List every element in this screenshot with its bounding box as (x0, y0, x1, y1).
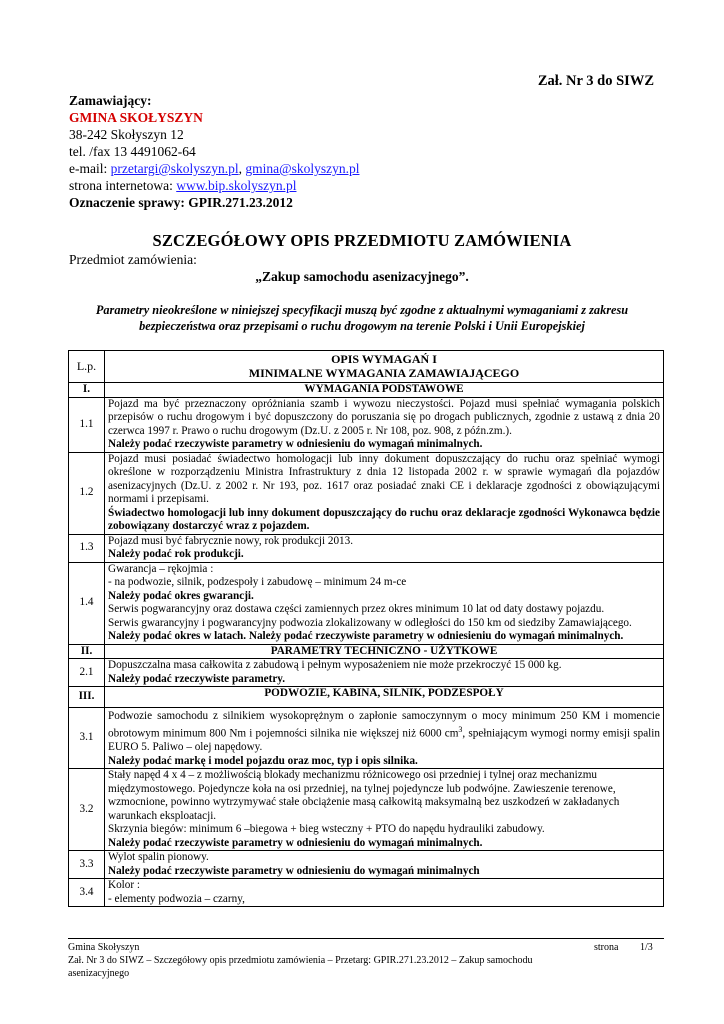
row-content (105, 879, 664, 907)
section-row-2 (69, 644, 664, 659)
section-title: PARAMETRY TECHNICZNO - UŻYTKOWE (105, 644, 664, 659)
row-text: Pojazd ma być przeznaczony opróżniania szamb i wywozu nieczystości. Pojazd musi spełniać wymagania polskich przepisów o ruchu drogowym i być dopuszczony do poruszania się po drogach publicznych, zgodnie z ustawą z dnia 20 czerwca 1997 r. Prawo o ruchu drogowym (Dz.U. z 2005 r. Nr 108, poz. 908, z późn.zm.). (108, 397, 660, 437)
header-description (105, 351, 664, 383)
row-content (105, 534, 664, 562)
row-requirement: Należy podać okres gwarancji. (108, 589, 254, 602)
row-num: 3.4 (69, 879, 105, 907)
row-content (105, 562, 664, 644)
row-num: 3.1 (69, 707, 105, 769)
email-link-gmina[interactable]: gmina@skolyszyn.pl (245, 161, 360, 176)
table-row (69, 562, 664, 644)
footer-page-label: strona (594, 942, 619, 953)
email-prefix: e-mail: (69, 161, 111, 176)
row-num: 2.1 (69, 659, 105, 687)
row-requirement: Należy podać rzeczywiste parametry w odniesieniu do wymagań minimalnych. (108, 836, 483, 849)
row-requirement: Świadectwo homologacji lub inny dokument dopuszczający do ruchu oraz deklaracje zgodności Wykonawca będzie zobowiązany dostarczyć wraz z pojazdem. (108, 506, 660, 532)
section-num: I. (69, 383, 105, 398)
buyer-label: Zamawiający: (69, 93, 152, 108)
buyer-block (69, 92, 359, 211)
email-link-przetargi[interactable]: przetargi@skolyszyn.pl (110, 161, 239, 176)
buyer-address: 38-242 Skołyszyn 12 (69, 127, 184, 142)
row-requirement: Należy podać okres w latach. Należy podać rzeczywiste parametry w odniesieniu do wymagań minimalnych. (108, 630, 624, 642)
row-num: 3.3 (69, 851, 105, 879)
row-content (105, 659, 664, 687)
table-header-row (69, 351, 664, 383)
row-text: Stały napęd 4 x 4 – z możliwością blokady mechanizmu różnicowego osi przedniej i tylnej oraz mechanizmu międzymostowego. Pojedyncze koła na osi przedniej, na tylnej pojedyncze lub podwójne. Zawieszenie terenowe, wzmocnione, powinno wytrzymywać stałe obciążenie masą całkowitą maksymalną bez uszkodzeń w zakładanych warunkach eksploatacji. (108, 769, 620, 822)
row-text: Wylot spalin pionowy. (108, 851, 209, 864)
row-content (105, 851, 664, 879)
buyer-email-line (69, 160, 359, 177)
row-num: 1.1 (69, 397, 105, 452)
section-title: PODWOZIE, KABINA, SILNIK, PODZESPOŁY (105, 687, 664, 708)
table-row (69, 851, 664, 879)
document-title: SZCZEGÓŁOWY OPIS PRZEDMIOTU ZAMÓWIENIA (152, 231, 572, 250)
row-text: , spełniającym wymogi normy emisji spalin EURO 5. Paliwo – olej napędowy. (108, 727, 660, 754)
footer-line-2: Zał. Nr 3 do SIWZ – Szczegółowy opis przedmiotu zamówienia – Przetarg: GPIR.271.23.2012 – Zakup samochodu (68, 955, 533, 966)
www-prefix: strona internetowa: (69, 178, 177, 193)
section-num: II. (69, 644, 105, 659)
table-row (69, 707, 664, 769)
table-row (69, 534, 664, 562)
footer-description (68, 955, 668, 980)
row-requirement: Należy podać rok produkcji. (108, 548, 244, 560)
attachment-label: Zał. Nr 3 do SIWZ (537, 73, 654, 89)
section-num: III. (69, 687, 105, 708)
row-text: - elementy podwozia – czarny, (108, 892, 245, 905)
row-content (105, 397, 664, 452)
table-row (69, 659, 664, 687)
email-separator: , (238, 161, 246, 176)
notice (40, 302, 684, 334)
row-text: Pojazd musi być fabrycznie nowy, rok produkcji 2013. (108, 534, 354, 547)
table-row (69, 397, 664, 452)
row-num: 3.2 (69, 769, 105, 851)
row-requirement: Należy podać rzeczywiste parametry w odniesieniu do wymagań minimalnych (108, 864, 480, 877)
spec-table (68, 350, 664, 907)
row-content (105, 452, 664, 534)
header-lp: L.p. (69, 351, 105, 383)
header-desc-line-1: OPIS WYMAGAŃ I (331, 352, 437, 366)
section-row-3 (69, 687, 664, 708)
row-text: Gwarancja – rękojmia : (108, 562, 214, 575)
buyer-name: GMINA SKOŁYSZYN (69, 110, 203, 125)
notice-line-2: bezpieczeństwa oraz przepisami o ruchu drogowym na terenie Polski i Unii Europejskiej (139, 319, 585, 333)
row-num: 1.2 (69, 452, 105, 534)
row-text: Podwozie samochodu z silnikiem wysokoprężnym o zapłonie samoczynnym o mocy minimum 250 KM i momencie obrotowym minimum 800 Nm i pojemności silnika nie większej niż 6000 cm (108, 709, 660, 740)
row-num: 1.4 (69, 562, 105, 644)
row-requirement: Należy podać markę i model pojazdu oraz moc, typ i opis silnika. (108, 754, 418, 767)
header-desc-line-2: MINIMALNE WYMAGANIA ZAMAWIAJĄCEGO (248, 366, 520, 380)
row-requirement: Należy podać rzeczywiste parametry. (108, 672, 286, 685)
superscript: 3 (458, 725, 463, 734)
www-link[interactable]: www.bip.skolyszyn.pl (176, 178, 297, 193)
row-text: Skrzynia biegów: minimum 6 –biegowa + bieg wsteczny + PTO do napędu hydrauliki zabudowy. (108, 823, 545, 836)
footer-left: Gmina Skołyszyn (68, 942, 140, 953)
section-row-1 (69, 383, 664, 398)
row-requirement: Należy podać rzeczywiste parametry w odniesieniu do wymagań minimalnych. (108, 438, 483, 450)
footer-divider (68, 938, 664, 939)
subject-label: Przedmiot zamówienia: (69, 252, 197, 267)
footer-line-3: asenizacyjnego (68, 967, 130, 979)
notice-line-1: Parametry nieokreślone w niniejszej specyfikacji muszą być zgodne z aktualnymi wymaganiami z zakresu (95, 303, 629, 317)
row-text: Serwis gwarancyjny i pogwarancyjny podwozia zlokalizowany w odległości do 150 km od siedziby Zamawiającego. (108, 616, 632, 629)
footer-page-number: 1/3 (640, 942, 653, 953)
table-row (69, 452, 664, 534)
case-reference: Oznaczenie sprawy: GPIR.271.23.2012 (69, 195, 293, 210)
buyer-phone: tel. /fax 13 4491062-64 (69, 144, 196, 159)
subject-title: „Zakup samochodu asenizacyjnego”. (255, 269, 469, 284)
row-text: Serwis pogwarancyjny oraz dostawa części zamiennych przez okres minimum 10 lat od daty dostawy pojazdu. (108, 603, 605, 615)
row-content (105, 769, 664, 851)
section-title: WYMAGANIA PODSTAWOWE (105, 383, 664, 398)
row-text: - na podwozie, silnik, podzespoły i zabudowę – minimum 24 m-ce (108, 576, 407, 588)
row-content (105, 707, 664, 769)
table-row (69, 769, 664, 851)
row-text: Dopuszczalna masa całkowita z zabudową i pełnym wyposażeniem nie może przekroczyć 15 000 kg. (108, 659, 562, 671)
row-text: Pojazd musi posiadać świadectwo homologacji lub inny dokument dopuszczający do ruchu oraz spełniać wymogi określone w rozporządzeniu Ministra Infrastruktury z dnia 12 listopada 2002 r. w sprawie wymagań dla pojazdów asenizacyjnych (Dz.U. z 2002 r. Nr 193, poz. 1617 oraz posiadać znaki CE i deklaracje zgodności z obowiązującymi normami i przepisami. (108, 452, 660, 505)
table-row (69, 879, 664, 907)
buyer-www-line (69, 177, 359, 194)
row-num: 1.3 (69, 534, 105, 562)
row-text: Kolor : (108, 879, 141, 892)
